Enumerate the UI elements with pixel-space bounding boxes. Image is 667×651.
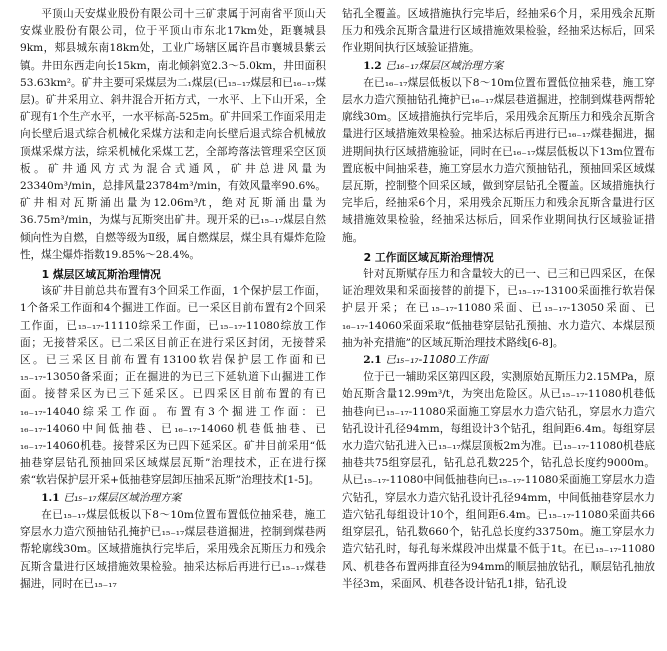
section-2-heading: 2 工作面区域瓦斯治理情况 <box>363 250 494 264</box>
subsection-2-1-paragraph: 位于已一辅助采区第四区段，实测原始瓦斯压力2.15MPa，原始瓦斯含量12.99m³/t，为突出危险区。从已₁₅₋₁₇-11080机巷低抽巷向已₁₅₋₁₇-11080采面施工穿层水力造穴钻孔，穿层水力造穴钻孔设计孔径94mm，每组设计3个钻孔，组间距6.4m。每组穿层水力造穴钻孔进入已₁₅₋₁₇煤层顶板2m为准。已₁₅₋₁₇-11080机巷底抽巷共75组穿层孔，钻孔总孔数225个，钻孔总长度约9000m。从已₁₅₋₁₇-11080中间低抽巷向已₁₅₋₁₇-11080采面施工穿层水力造穴钻孔，穿层水力造穴钻孔设计孔径94mm，中间低抽巷穿层水力造穴钻孔每组设计10个，组间距6.4m。已₁₅₋₁₇-11080采面共66组穿层孔，钻孔数660个，钻孔总长度约33750m。施工穿层水力造穴钻孔时，每孔每米煤段冲出煤量不低于1t。在已₁₅₋₁₇-11080风、机巷各布置两排直径为94mm的顺层抽放钻孔，顺层钻孔抽放半径3m，采面风、机巷各设计钻孔1排，钻孔设 <box>342 371 655 590</box>
subsection-1-2-paragraph: 在已₁₆₋₁₇煤层低板以下8～10m位置布置低位抽采巷，施工穿层水力造穴预抽钻孔掩护已₁₆₋₁₇煤层巷道掘进，控制到煤巷两帮轮廓线30m。区域措施执行完毕后，采用残余瓦斯压力和残余瓦斯含量进行区域措施效果检验。抽采达标后再进行已₁₆₋₁₇煤巷掘进，掘进期间执行区域措施验证，同时在已₁₆₋₁₇煤层低板以下13m位置布置底板中间抽采巷，施工穿层水力造穴预抽钻孔，预抽回采区域煤层瓦斯，控制整个回采区域，做到穿层钻孔全覆盖。区域措施执行完毕后，经抽采6个月，采用残余瓦斯压力和残余瓦斯含量进行区域措施效果检验，经抽采达标后，回采作业期间执行区域验证措施。 <box>342 76 655 244</box>
right-column <box>342 6 655 651</box>
subsection-1-2-title: 已₁₆₋₁₇煤层区域治理方案 <box>385 59 504 72</box>
subsection-1-1-number: 1.1 <box>41 491 60 504</box>
subsection-1-1-heading <box>20 490 326 507</box>
subsection-2-1-number: 2.1 <box>363 354 382 367</box>
subsection-2-1-heading <box>342 352 655 369</box>
subsection-1-1-paragraph: 在已₁₅₋₁₇煤层低板以下8～10m位置布置低位抽采巷，施工穿层水力造穴预抽钻孔掩护已₁₅₋₁₇煤层巷道掘进，控制到煤巷两帮轮廓线30m。区域措施执行完毕后，采用残余瓦斯压力和残余瓦斯含量进行区域措施效果检验。抽采达标后再进行已₁₅₋₁₇煤巷掘进，同时在已₁₅₋₁₇ <box>20 508 326 590</box>
section-1-paragraph: 该矿井目前总共布置有3个回采工作面，1个保护层工作面，1个备采工作面和4个掘进工作面。已一采区目前布置有2个回采工作面，已₁₅₋₁₇-11110综采工作面，已₁₅₋₁₇-11080综放工作面；无接替采区。已二采区目前正在进行采区封闭，无接替采区。已三采区目前布置有13100软岩保护层工作面和已₁₅₋₁₇-13050备采面；正在掘进的为已三下延轨道下山掘进工作面。接替采区为已三下延采区。已四采区目前布置的有已₁₆₋₁₇-14040综采工作面。布置有3个掘进工作面：已₁₆₋₁₇-14060中间低抽巷、已₁₆₋₁₇-14060机巷低抽巷、已₁₆₋₁₇-14060机巷。接替采区为已四下延采区。矿井目前采用“低抽巷穿层钻孔预抽回采区域煤层瓦斯”治理技术，正在进行探索“软岩保护层开采+低抽巷穿层卸压抽采瓦斯”治理技术[1-5]。 <box>20 285 326 487</box>
subsection-2-1-title: 已₁₅₋₁₇-11080工作面 <box>385 354 488 367</box>
left-column <box>20 6 326 651</box>
subsection-1-2-heading <box>342 58 655 75</box>
subsection-1-2-number: 1.2 <box>363 59 382 72</box>
intro-paragraph: 平顶山天安煤业股份有限公司十三矿隶属于河南省平顶山天安煤业股份有限公司，位于平顶山市东北17km处，距襄城县9km，郏县城东南18km处，工业广场辖区属许昌市襄城县紫云镇。井田东西走向长15km，南北倾斜宽2.3～5.0km，井田面积53.63km²。矿井主要可采煤层为二₁煤层(已₁₅₋₁₇煤层和已₁₆₋₁₇煤层)。矿井采用立、斜井混合开拓方式，一水平、上下山开采，全矿现有1个生产水平，一水平标高-525m。矿井回采工作面采用走向长壁后退式综合机械化采煤方法和走向长壁后退式综合机械放顶煤采煤方法，综采机械化采煤工艺，全部垮落法管理采空区顶板。矿井通风方式为混合式通风，矿井总进风量为23340m³/min，总排风量23784m³/min，有效风量率90.6%。矿井相对瓦斯涌出量为12.06m³/t，绝对瓦斯涌出量为36.75m³/min，为煤与瓦斯突出矿井。现开采的已₁₅₋₁₇煤层自然倾向性为自燃，自燃等级为Ⅱ级，属自燃煤层，煤尘具有爆炸危险性，煤尘爆炸指数19.85%～28.4%。 <box>20 8 326 261</box>
section-2-paragraph: 针对瓦斯赋存压力和含量较大的已一、已三和已四采区，在保证治理效果和采面接替的前提下，已₁₅₋₁₇-13100采面推行软岩保护层开采；在已₁₅₋₁₇-11080采面、已₁₅₋₁₇-13050采面、已₁₆₋₁₇-14060采面采取“低抽巷穿层钻孔预抽、水力造穴、本煤层预抽为补充措施”的区域瓦斯治理技术路线[6-8]。 <box>342 268 655 349</box>
continuation-paragraph: 钻孔全覆盖。区域措施执行完毕后，经抽采6个月，采用残余瓦斯压力和残余瓦斯含量进行区域措施效果检验，经抽采达标后，回采作业期间执行区域验证措施。 <box>342 8 655 55</box>
subsection-1-1-title: 已₁₅₋₁₇煤层区域治理方案 <box>63 491 182 504</box>
section-1-heading: 1 煤层区域瓦斯治理情况 <box>41 268 161 282</box>
